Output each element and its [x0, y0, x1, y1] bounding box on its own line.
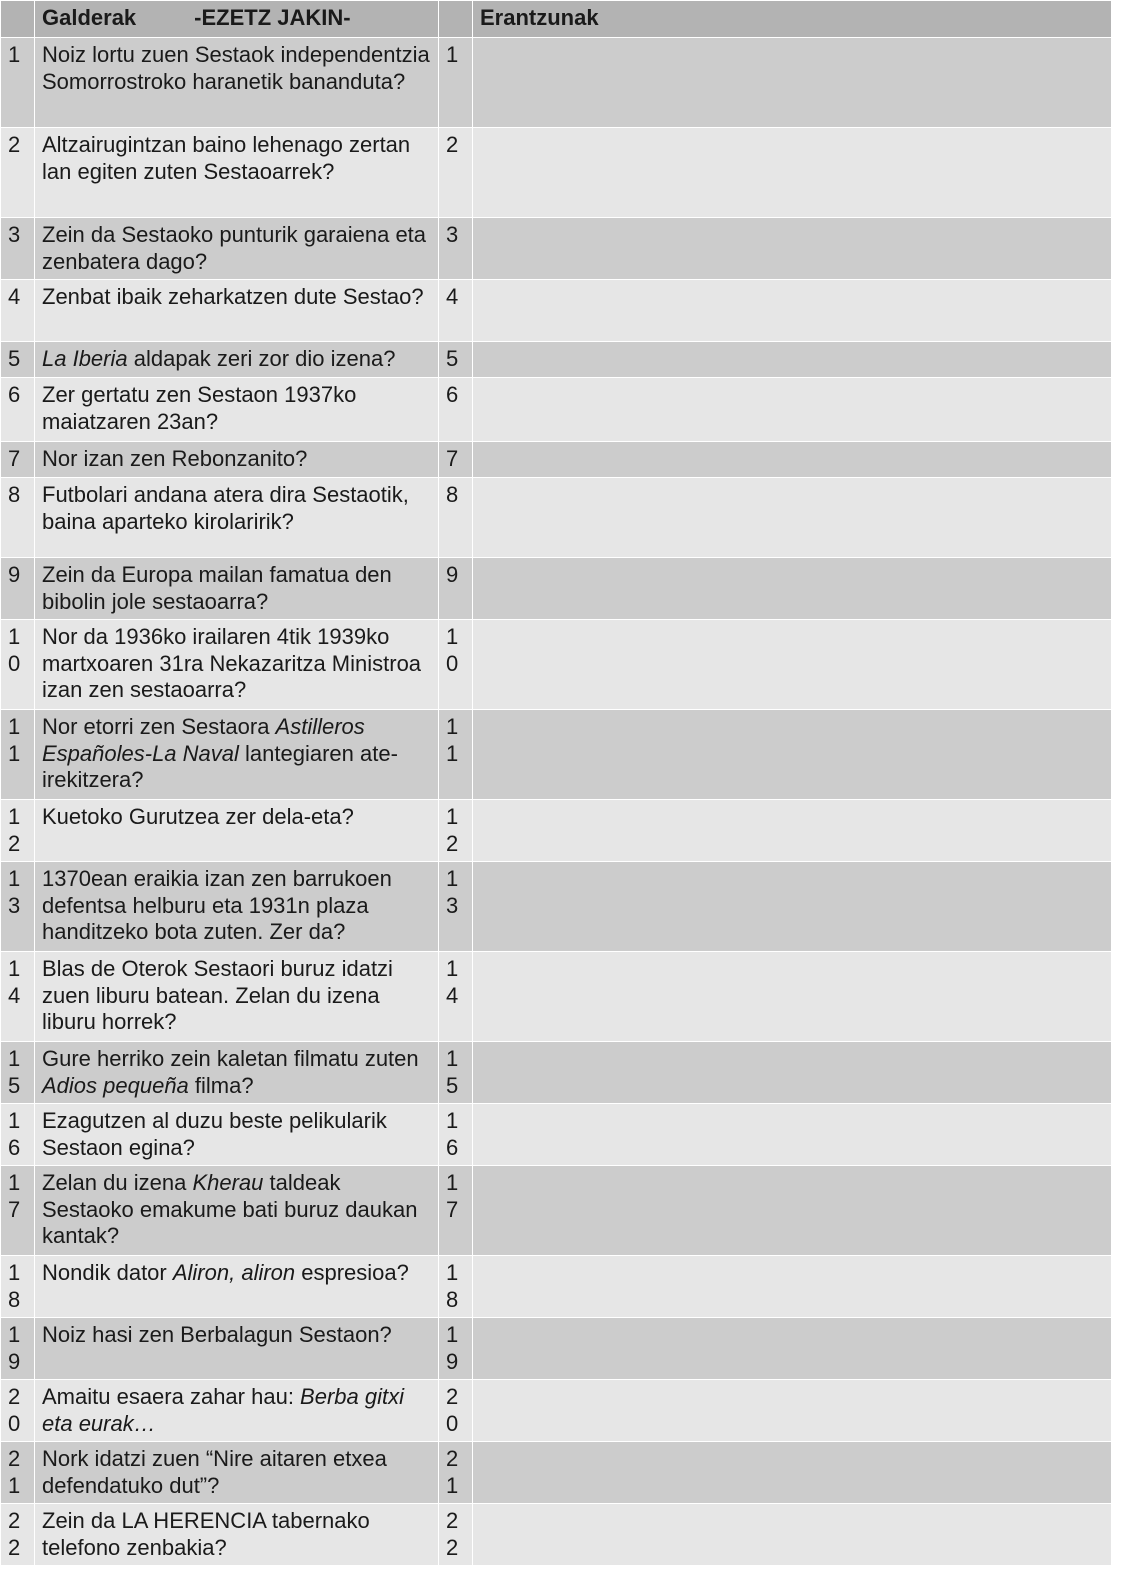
table-row — [1, 128, 1112, 218]
table-row — [1, 342, 1112, 378]
table-row — [1, 1042, 1112, 1104]
header-num-cell-2 — [439, 1, 473, 38]
table-row — [1, 1380, 1112, 1442]
question-text-part: Kuetoko Gurutzea zer dela-eta? — [42, 804, 354, 829]
answer-cell[interactable] — [473, 558, 1112, 620]
question-text — [35, 478, 439, 558]
answer-number: 6 — [439, 378, 473, 442]
question-text — [35, 952, 439, 1042]
answer-number: 15 — [439, 1042, 473, 1104]
answer-cell[interactable] — [473, 1104, 1112, 1166]
question-number: 19 — [1, 1318, 35, 1380]
question-text-part: Zein da LA HERENCIA tabernako telefono zenbakia? — [42, 1508, 370, 1560]
answer-number: 14 — [439, 952, 473, 1042]
answer-cell[interactable] — [473, 218, 1112, 280]
table-row — [1, 1104, 1112, 1166]
question-number: 13 — [1, 862, 35, 952]
table-row — [1, 952, 1112, 1042]
answer-cell[interactable] — [473, 1504, 1112, 1566]
table-row — [1, 280, 1112, 342]
question-text — [35, 710, 439, 800]
question-number: 4 — [1, 280, 35, 342]
table-row — [1, 1318, 1112, 1380]
question-text-part: lantegiaren ate-irekitzera? — [42, 740, 398, 792]
question-text — [35, 1166, 439, 1256]
table-row — [1, 862, 1112, 952]
table-row — [1, 478, 1112, 558]
question-number: 3 — [1, 218, 35, 280]
question-text-part: Nor da 1936ko irailaren 4tik 1939ko martxoaren 31ra Nekazaritza Ministroa izan zen sestaoarra? — [42, 624, 422, 702]
answer-cell[interactable] — [473, 862, 1112, 952]
answer-cell[interactable] — [473, 38, 1112, 128]
table-row — [1, 38, 1112, 128]
question-number: 17 — [1, 1166, 35, 1256]
question-text-italic: Aliron, aliron — [172, 1260, 296, 1285]
question-text-part: Zein da Sestaoko punturik garaiena eta zenbatera dago? — [42, 222, 427, 274]
question-number: 5 — [1, 342, 35, 378]
question-text-part: Zer gertatu zen Sestaon 1937ko maiatzaren 23an? — [42, 382, 357, 434]
answer-cell[interactable] — [473, 800, 1112, 862]
question-text-part: Nor izan zen Rebonzanito? — [42, 446, 308, 471]
question-rows — [1, 38, 1112, 1566]
question-text-part: Zenbat ibaik zeharkatzen dute Sestao? — [42, 284, 424, 309]
answer-number: 20 — [439, 1380, 473, 1442]
question-text — [35, 1318, 439, 1380]
question-text-part: aldapak zeri zor dio izena? — [127, 346, 396, 371]
answer-number: 11 — [439, 710, 473, 800]
question-text — [35, 218, 439, 280]
question-text — [35, 558, 439, 620]
answer-number: 16 — [439, 1104, 473, 1166]
question-text — [35, 1504, 439, 1566]
question-text-italic: Astilleros Españoles-La Naval — [42, 714, 365, 766]
answer-number: 17 — [439, 1166, 473, 1256]
table-row — [1, 558, 1112, 620]
question-text — [35, 1256, 439, 1318]
question-text-part: Altzairugintzan baino lehenago zertan lan egiten zuten Sestaoarrek? — [42, 132, 411, 184]
question-text-part: Blas de Oterok Sestaori buruz idatzi zuen liburu batean. Zelan du izena liburu horrek? — [42, 956, 393, 1034]
table-row — [1, 1166, 1112, 1256]
answer-number: 21 — [439, 1442, 473, 1504]
answer-cell[interactable] — [473, 1042, 1112, 1104]
question-text-part: Nondik dator — [42, 1260, 173, 1285]
question-number: 15 — [1, 1042, 35, 1104]
question-text — [35, 862, 439, 952]
question-text-part: Noiz hasi zen Berbalagun Sestaon? — [42, 1322, 392, 1347]
answer-number: 3 — [439, 218, 473, 280]
question-text-part: Noiz lortu zuen Sestaok independentzia Somorrostroko haranetik bananduta? — [42, 42, 430, 94]
question-text — [35, 442, 439, 478]
answer-cell[interactable] — [473, 1318, 1112, 1380]
question-text — [35, 1380, 439, 1442]
table-row — [1, 620, 1112, 710]
question-text — [35, 342, 439, 378]
question-text-part: Nor etorri zen Sestaora — [42, 714, 276, 739]
answer-number: 5 — [439, 342, 473, 378]
answer-cell[interactable] — [473, 1166, 1112, 1256]
answer-cell[interactable] — [473, 478, 1112, 558]
table-row — [1, 378, 1112, 442]
questions-header-label: Galderak — [42, 5, 137, 30]
answer-cell[interactable] — [473, 1256, 1112, 1318]
question-text-italic: Kherau — [192, 1170, 264, 1195]
answer-number: 12 — [439, 800, 473, 862]
answer-cell[interactable] — [473, 280, 1112, 342]
question-number: 8 — [1, 478, 35, 558]
question-text — [35, 280, 439, 342]
question-number: 14 — [1, 952, 35, 1042]
answer-cell[interactable] — [473, 952, 1112, 1042]
question-text-part: filma? — [188, 1072, 254, 1098]
question-text-part: Amaitu esaera zahar hau: — [42, 1384, 301, 1409]
table-row — [1, 1256, 1112, 1318]
question-text — [35, 38, 439, 128]
question-text — [35, 620, 439, 710]
answer-cell[interactable] — [473, 128, 1112, 218]
answer-cell[interactable] — [473, 620, 1112, 710]
answer-number: 9 — [439, 558, 473, 620]
table-row — [1, 218, 1112, 280]
table-row — [1, 1442, 1112, 1504]
question-text — [35, 1042, 439, 1104]
question-number: 21 — [1, 1442, 35, 1504]
question-number: 10 — [1, 620, 35, 710]
question-text — [35, 1442, 439, 1504]
question-number: 7 — [1, 442, 35, 478]
question-text-italic: Adios pequeña — [42, 1072, 189, 1098]
question-text — [35, 1104, 439, 1166]
question-text-italic: La Iberia — [42, 346, 128, 371]
question-number: 20 — [1, 1380, 35, 1442]
question-number: 2 — [1, 128, 35, 218]
question-number: 9 — [1, 558, 35, 620]
answer-number: 13 — [439, 862, 473, 952]
answer-number: 18 — [439, 1256, 473, 1318]
answer-cell[interactable] — [473, 710, 1112, 800]
answer-cell[interactable] — [473, 342, 1112, 378]
answers-header-label: Erantzunak — [473, 1, 1112, 38]
table-row — [1, 442, 1112, 478]
question-text-italic: Berba gitxi eta eurak… — [42, 1384, 404, 1436]
header-num-cell — [1, 1, 35, 38]
answer-number: 7 — [439, 442, 473, 478]
question-text — [35, 800, 439, 862]
answer-cell[interactable] — [473, 378, 1112, 442]
question-text-part: Nork idatzi zuen “Nire aitaren etxea defendatuko dut”? — [42, 1446, 387, 1498]
table-header-row — [1, 1, 1112, 38]
question-text — [35, 128, 439, 218]
table-row — [1, 800, 1112, 862]
question-number: 22 — [1, 1504, 35, 1566]
question-number: 16 — [1, 1104, 35, 1166]
question-text-part: Zein da Europa mailan famatua den bibolin jole sestaoarra? — [42, 562, 392, 614]
question-text-part: Ezagutzen al duzu beste pelikularik Sestaon egina? — [42, 1108, 387, 1160]
answer-cell[interactable] — [473, 1442, 1112, 1504]
question-text-part: Futbolari andana atera dira Sestaotik, baina aparteko kirolaririk? — [42, 482, 409, 534]
question-text-part: Gure herriko zein kaletan filmatu zuten — [42, 1046, 419, 1071]
question-text-part: taldeak Sestaoko emakume bati buruz daukan kantak? — [42, 1170, 418, 1248]
header-questions-cell — [35, 1, 439, 38]
table-row — [1, 710, 1112, 800]
question-text-part: 1370ean eraikia izan zen barrukoen defentsa helburu eta 1931n plaza handitzeko bota zuten. Zer da? — [42, 866, 392, 944]
question-text-part: Zelan du izena — [42, 1170, 193, 1195]
question-number: 6 — [1, 378, 35, 442]
table-row — [1, 1504, 1112, 1566]
answer-number: 10 — [439, 620, 473, 710]
answer-cell[interactable] — [473, 442, 1112, 478]
question-number: 18 — [1, 1256, 35, 1318]
question-number: 11 — [1, 710, 35, 800]
answer-number: 1 — [439, 38, 473, 128]
answer-number: 2 — [439, 128, 473, 218]
answer-number: 19 — [439, 1318, 473, 1380]
question-number: 12 — [1, 800, 35, 862]
quiz-title: -EZETZ JAKIN- — [194, 5, 351, 30]
question-text — [35, 378, 439, 442]
answer-cell[interactable] — [473, 1380, 1112, 1442]
answer-number: 22 — [439, 1504, 473, 1566]
answer-number: 4 — [439, 280, 473, 342]
answer-number: 8 — [439, 478, 473, 558]
question-text-part: espresioa? — [295, 1260, 409, 1285]
question-number: 1 — [1, 38, 35, 128]
